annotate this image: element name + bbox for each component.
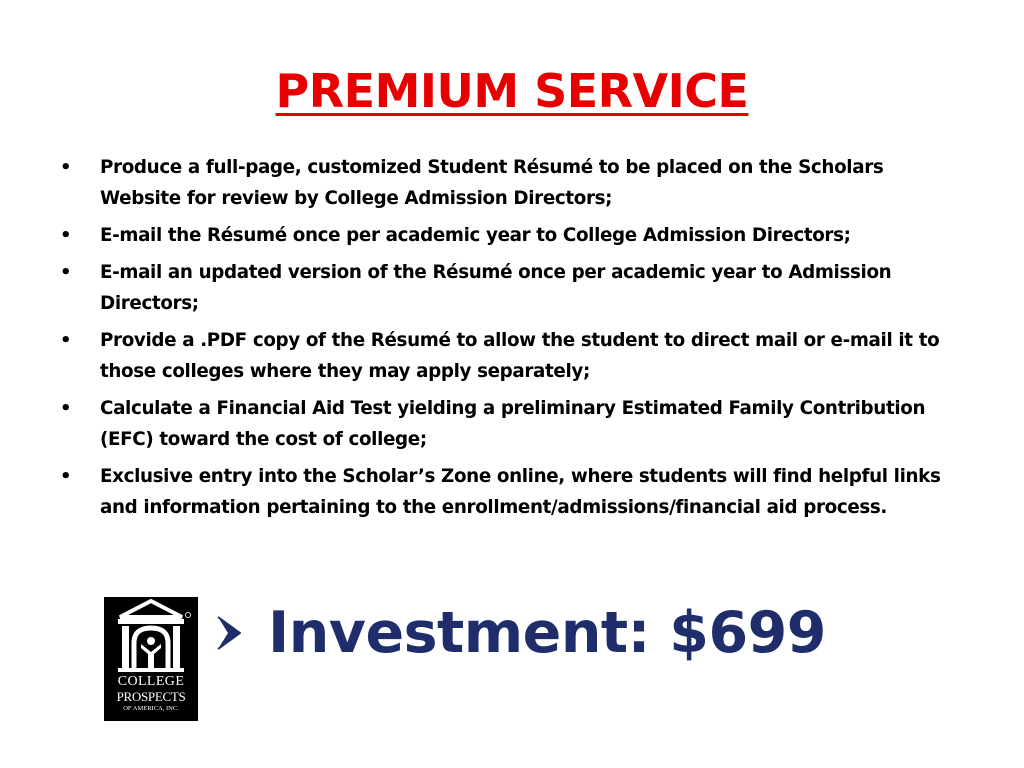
- slide-title: PREMIUM SERVICE: [275, 64, 749, 118]
- bullet-item: [60, 152, 960, 214]
- bullet-dot-icon: •: [60, 398, 72, 419]
- college-building-logo-icon: [104, 597, 198, 677]
- bullet-item: [60, 393, 960, 455]
- bullet-text: Exclusive entry into the Scholar’s Zone online, where students will find helpful links and information pertaining to the enrollment/admissions/financial aid process.: [100, 466, 941, 518]
- investment-price: Investment: $699: [268, 600, 826, 666]
- logo-line-prospects: PROSPECTS: [116, 689, 186, 704]
- bullet-dot-icon: •: [60, 225, 72, 246]
- college-prospects-logo: [104, 597, 198, 721]
- bullet-text: Calculate a Financial Aid Test yielding a preliminary Estimated Family Contribution (EFC) toward the cost of college;: [100, 398, 926, 450]
- bullet-item: [60, 325, 960, 387]
- bullet-text: E-mail an updated version of the Résumé once per academic year to Admission Directors;: [100, 262, 892, 314]
- logo-line-college: COLLEGE: [117, 674, 185, 689]
- bullet-item: [60, 257, 960, 319]
- arrow-bullet-icon: [214, 613, 262, 653]
- bullet-dot-icon: •: [60, 330, 72, 351]
- bullet-item: [60, 220, 960, 251]
- bullet-text: Provide a .PDF copy of the Résumé to allow the student to direct mail or e-mail it to those colleges where they may apply separately;: [100, 330, 940, 382]
- bullet-dot-icon: •: [60, 157, 72, 178]
- bullet-text: Produce a full-page, customized Student Résumé to be placed on the Scholars Website for review by College Admission Directors;: [100, 157, 884, 209]
- bullet-text: E-mail the Résumé once per academic year to College Admission Directors;: [100, 225, 851, 246]
- bullet-dot-icon: •: [60, 262, 72, 283]
- bullet-list: [60, 152, 960, 529]
- bullet-dot-icon: •: [60, 466, 72, 487]
- investment-line: [214, 598, 826, 668]
- bullet-item: [60, 461, 960, 523]
- logo-line-of-america: OF AMERICA, INC.: [123, 705, 179, 712]
